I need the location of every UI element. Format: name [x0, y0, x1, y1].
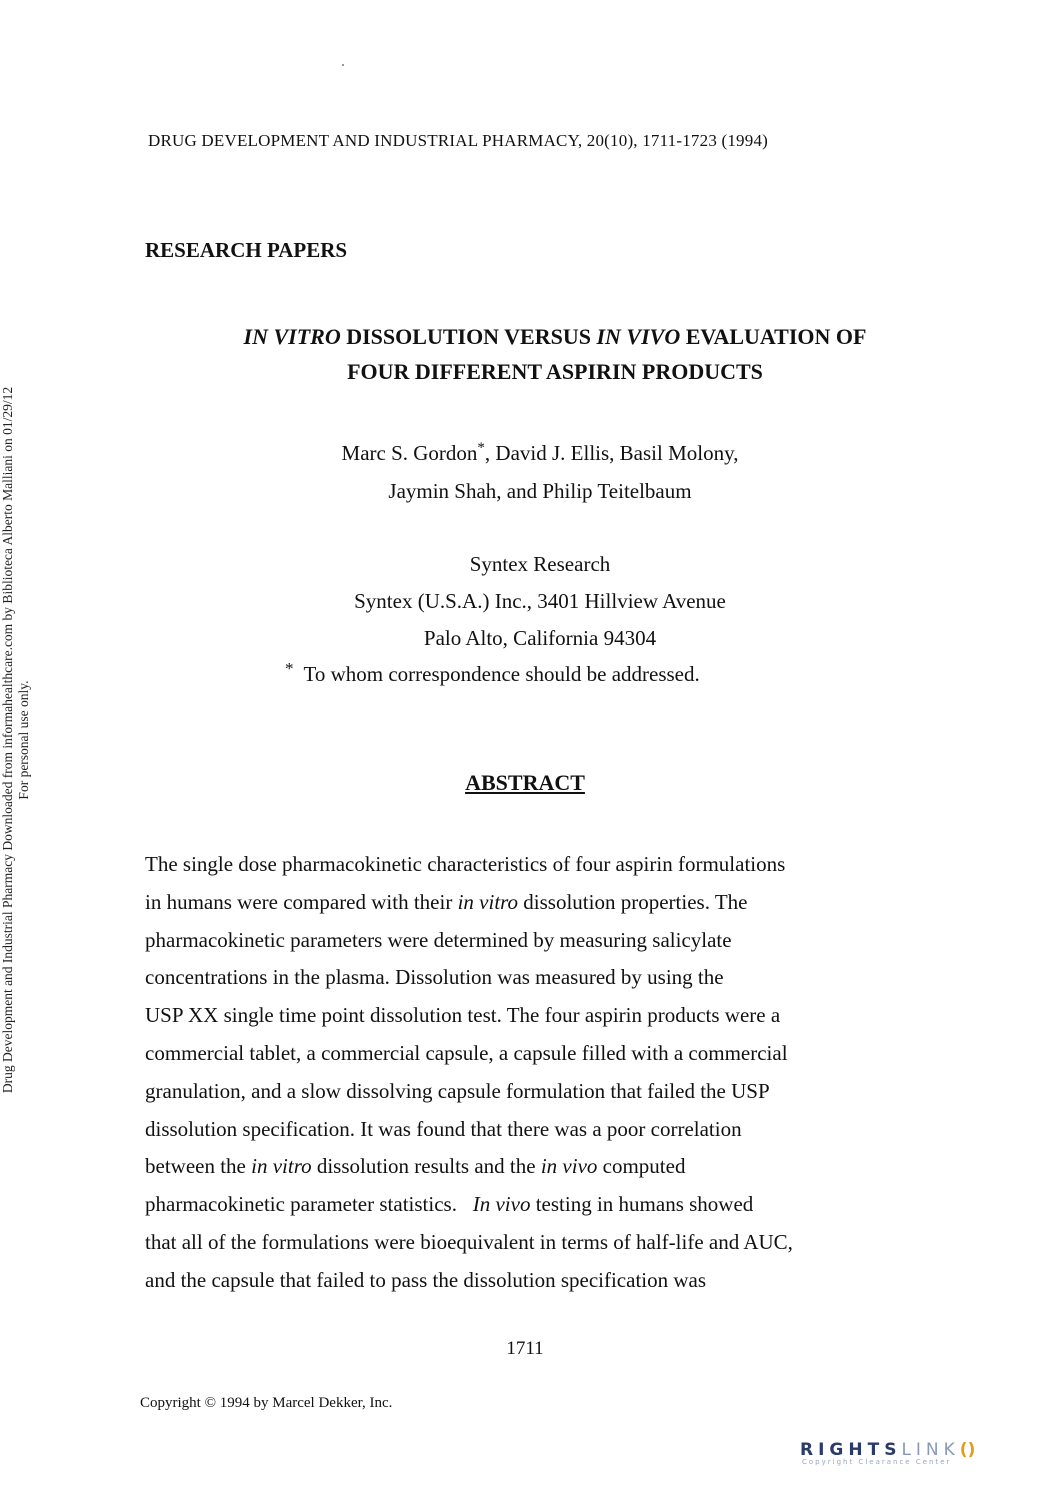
abstract-line: and the capsule that failed to pass the dissolution specification was	[145, 1267, 707, 1292]
abstract-text: in humans were compared with their	[145, 889, 458, 914]
affiliation	[120, 546, 960, 657]
abstract-italic: In vivo	[472, 1192, 531, 1217]
rightslink-subtitle: Copyright Clearance Center	[802, 1458, 952, 1466]
abstract-line: that all of the formulations were bioequivalent in terms of half-life and AUC,	[145, 1229, 793, 1254]
abstract-line: pharmacokinetic parameters were determined by measuring salicylate	[145, 927, 732, 952]
author-list	[120, 434, 960, 510]
corresponding-author-marker: *	[477, 440, 485, 456]
section-label: RESEARCH PAPERS	[145, 238, 348, 262]
scan-speck	[342, 64, 344, 66]
abstract-line: granulation, and a slow dissolving capsule formulation that failed the USP	[145, 1078, 770, 1103]
abstract-line	[145, 1148, 915, 1186]
copyright-notice: Copyright © 1994 by Marcel Dekker, Inc.	[140, 1395, 393, 1411]
abstract-line: dissolution specification. It was found that there was a poor correlation	[145, 1116, 742, 1141]
correspondence-note	[285, 659, 700, 687]
abstract-text: between the	[145, 1154, 252, 1179]
title-italic-in-vitro: IN VITRO	[243, 324, 341, 349]
affiliation-line: Syntex Research	[469, 552, 611, 576]
author-name: Marc S. Gordon	[341, 441, 478, 465]
abstract-line	[145, 1186, 915, 1224]
abstract-text: testing in humans showed	[530, 1192, 754, 1217]
abstract-line: concentrations in the plasma. Dissolution was measured by using the	[145, 965, 724, 990]
correspondence-text: To whom correspondence should be addressed.	[303, 662, 700, 686]
abstract-body	[145, 846, 915, 1300]
abstract-text: dissolution properties. The	[518, 889, 748, 914]
abstract-heading: ABSTRACT	[465, 770, 585, 795]
rightslink-wordmark	[800, 1440, 1030, 1460]
affiliation-line: Syntex (U.S.A.) Inc., 3401 Hillview Avenue	[354, 589, 726, 613]
abstract-line	[145, 884, 915, 922]
abstract-text: dissolution results and the	[311, 1154, 541, 1179]
watermark-line: For personal use only.	[16, 680, 31, 800]
correspondence-marker: *	[285, 659, 294, 678]
title-italic-in-vivo: IN VIVO	[596, 324, 681, 349]
abstract-italic: in vitro	[457, 889, 519, 914]
abstract-text: pharmacokinetic parameter statistics.	[145, 1192, 473, 1217]
abstract-line: commercial tablet, a commercial capsule, a capsule filled with a commercial	[145, 1040, 788, 1065]
author-names: , David J. Ellis, Basil Molony,	[484, 441, 739, 465]
authors-line-1	[120, 434, 960, 472]
page-number: 1711	[506, 1338, 544, 1359]
download-watermark	[0, 290, 32, 1190]
abstract-text: computed	[597, 1154, 686, 1179]
authors-line-2: Jaymin Shah, and Philip Teitelbaum	[388, 479, 692, 503]
abstract-line: The single dose pharmacokinetic characteristics of four aspirin formulations	[145, 852, 786, 876]
title-text: EVALUATION OF	[680, 324, 867, 349]
watermark-line: Drug Development and Industrial Pharmacy Downloaded from informahealthcare.com by Biblioteca Alberto Malliani on 01/29/12	[0, 386, 15, 1094]
rightslink-light: LINK	[901, 1440, 960, 1460]
affiliation-line: Palo Alto, California 94304	[423, 626, 657, 650]
abstract-italic: in vitro	[251, 1154, 312, 1179]
rightslink-arrow-icon: ()	[959, 1440, 976, 1460]
rightslink-logo[interactable]	[800, 1440, 1030, 1480]
abstract-italic: in vivo	[540, 1154, 598, 1179]
paper-title	[120, 319, 990, 389]
title-text: DISSOLUTION VERSUS	[340, 324, 597, 349]
title-line-1	[120, 319, 990, 354]
journal-citation-header: DRUG DEVELOPMENT AND INDUSTRIAL PHARMACY, 20(10), 1711-1723 (1994)	[148, 131, 769, 150]
abstract-line: USP XX single time point dissolution test. The four aspirin products were a	[145, 1003, 781, 1028]
title-line-2: FOUR DIFFERENT ASPIRIN PRODUCTS	[347, 359, 763, 384]
rightslink-bold: RIGHTS	[800, 1440, 902, 1460]
